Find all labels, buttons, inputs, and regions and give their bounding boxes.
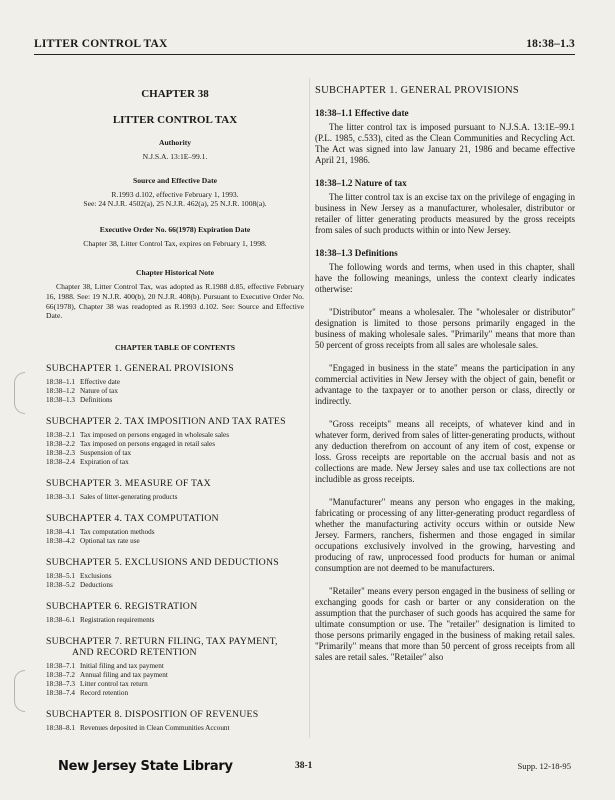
section-1-3-heading: 18:38–1.3 Definitions	[315, 248, 398, 258]
column-gutter	[309, 78, 310, 738]
toc-entry-list	[46, 662, 304, 698]
executive-order-heading: Executive Order No. 66(1978) Expiration Date	[99, 224, 251, 234]
toc-entry	[46, 671, 304, 680]
definition-retailer: "Retailer" means every person engaged in the business of selling or exchanging goods for cash or barter or any consideration on the assumption that the purchaser of such goods has acquired the same for ultimate consumption or use. The "retailer" designation is limited to those persons primarily engaged in the business of making retail sales. "Primarily" means that more than 50 percent of gross receipts from all sales are retail sales. "Retailer" also	[315, 586, 575, 662]
toc-subchapter-title-cont: AND RECORD RETENTION	[72, 646, 197, 658]
section-1-1-heading: 18:38–1.1 Effective date	[315, 108, 409, 118]
toc-entry	[46, 680, 304, 689]
chapter-number: CHAPTER 38	[141, 88, 209, 100]
source-heading: Source and Effective Date	[132, 175, 217, 185]
chapter-title: LITTER CONTROL TAX	[112, 114, 238, 126]
toc-entry-number: 18:38–1.1	[46, 377, 75, 386]
toc-entry-label: Tax imposed on persons engaged in wholesale sales	[80, 430, 229, 439]
executive-order-text: Chapter 38, Litter Control Tax, expires on February 1, 1998.	[83, 238, 267, 248]
toc-entry-label: Tax imposed on persons engaged in retail sales	[80, 439, 216, 448]
toc-entry	[46, 662, 304, 671]
toc-entry-number: 18:38–2.4	[46, 457, 75, 466]
toc-entry-number: 18:38–1.3	[46, 395, 75, 404]
toc-entry-label: Litter control tax return	[80, 679, 148, 688]
page-footer	[58, 757, 571, 775]
toc-entry-label: Revenues deposited in Clean Communities Account	[80, 723, 230, 732]
toc-entry-number: 18:38–7.4	[46, 688, 75, 697]
toc-subchapter-title: SUBCHAPTER 1. GENERAL PROVISIONS	[46, 362, 234, 374]
toc-entry-list	[46, 616, 304, 625]
toc-entry-label: Effective date	[80, 377, 120, 386]
toc-entry-label: Deductions	[80, 580, 113, 589]
running-head-section: 18:38–1.3	[526, 38, 575, 50]
toc-entry-number: 18:38–4.2	[46, 536, 75, 545]
toc-entry-number: 18:38–3.1	[46, 492, 75, 501]
toc-entry	[46, 449, 304, 458]
toc-entry-number: 18:38–2.3	[46, 448, 75, 457]
toc-entry-list	[46, 572, 304, 590]
toc-entry-number: 18:38–1.2	[46, 386, 75, 395]
toc-subchapter-title: SUBCHAPTER 3. MEASURE OF TAX	[46, 477, 211, 489]
toc-entry-number: 18:38–2.1	[46, 430, 75, 439]
toc-entry-label: Optional tax rate use	[80, 536, 140, 545]
historical-note-text: Chapter 38, Litter Control Tax, was adopted as R.1988 d.85, effective February 16, 1988. See: 19 N.J.R. 400(b), 20 N.J.R. 408(b). Pursuant to Executive Order No. 66(1978), Chapter 38 was readopted as R.1993 d.102. See: Source and Effective Date.	[46, 282, 304, 321]
page-number: 38-1	[295, 761, 313, 771]
toc-entry	[46, 431, 304, 440]
right-column	[315, 78, 575, 663]
toc-entry	[46, 493, 304, 502]
toc-entry-number: 18:38–6.1	[46, 615, 75, 624]
toc-entry	[46, 689, 304, 698]
toc-entry-number: 18:38–2.2	[46, 439, 75, 448]
toc-entry	[46, 378, 304, 387]
toc-entry	[46, 387, 304, 396]
toc-entry-list	[46, 724, 304, 733]
toc-subchapter-title: SUBCHAPTER 8. DISPOSITION OF REVENUES	[46, 708, 259, 720]
toc-entry-list	[46, 493, 304, 502]
toc-entry-label: Sales of litter-generating products	[80, 492, 178, 501]
toc-entry	[46, 537, 304, 546]
definition-manufacturer: "Manufacturer" means any person who engages in the making, fabricating or processing of any litter-generating product regardless of whether the manufacturing activity occurs within or outside New Jersey. Farmers, ranchers, fishermen and those engaged in similar occupations exclusively involved in the growing, harvesting and producing of raw, unprocessed food products for human or animal consumption are not deemed to be manufacturers.	[315, 497, 575, 573]
toc-entry-label: Annual filing and tax payment	[80, 670, 168, 679]
toc-subchapter-title: SUBCHAPTER 7. RETURN FILING, TAX PAYMENT,	[46, 635, 278, 647]
toc-entry-list	[46, 378, 304, 405]
running-head	[34, 38, 575, 50]
toc-entry-label: Suspension of tax	[80, 448, 132, 457]
toc-entry-label: Nature of tax	[80, 386, 118, 395]
historical-note-heading: Chapter Historical Note	[136, 268, 214, 278]
library-stamp: New Jersey State Library	[58, 758, 233, 774]
definition-gross-receipts: "Gross receipts" means all receipts, of whatever kind and in whatever form, derived from sales of litter-generating products, without any deduction therefrom on account of any item of cost, expense or loss. Gross receipts are reportable on the accrual basis and not as collections are made. New Jersey sales and use tax collections are not includible as gross receipts.	[315, 419, 575, 484]
toc-heading: CHAPTER TABLE OF CONTENTS	[115, 342, 235, 352]
left-column	[46, 78, 304, 733]
definitions-intro: The following words and terms, when used in this chapter, shall have the following meanings, unless the context clearly indicates otherwise:	[315, 262, 575, 294]
toc-entry-number: 18:38–5.2	[46, 580, 75, 589]
toc-entry-number: 18:38–4.1	[46, 527, 75, 536]
definition-engaged-in-business: "Engaged in business in the state" means the participation in any commercial activities in New Jersey with the object of gain, benefit or advantage to the taxpayer or to another person or class, directly or indirectly.	[315, 363, 575, 406]
toc-entry	[46, 396, 304, 405]
toc-subchapter-title: SUBCHAPTER 5. EXCLUSIONS AND DEDUCTIONS	[46, 556, 279, 568]
toc-entry-list	[46, 431, 304, 467]
source-line-1: R.1993 d.102, effective February 1, 1993.	[111, 189, 239, 199]
binder-hole-mark	[14, 372, 25, 414]
toc-entry	[46, 528, 304, 537]
toc-entry-label: Exclusions	[80, 571, 112, 580]
toc-subchapter-title: SUBCHAPTER 2. TAX IMPOSITION AND TAX RATES	[46, 415, 286, 427]
running-head-title: LITTER CONTROL TAX	[34, 38, 168, 50]
toc-entry-label: Initial filing and tax payment	[80, 661, 164, 670]
toc-entry	[46, 616, 304, 625]
toc-entry	[46, 440, 304, 449]
section-1-1-body: The litter control tax is imposed pursuant to N.J.S.A. 13:1E–99.1 (P.L. 1985, c.533), cited as the Clean Communities and Recycling Act. The Act was signed into law January 21, 1986 and became effective April 21, 1986.	[315, 122, 575, 165]
section-1-2-body: The litter control tax is an excise tax on the privilege of engaging in business in New Jersey as a manufacturer, wholesaler, distributor or retailer of litter generating products measured by the gross receipts from sales of such products within or into New Jersey.	[315, 192, 575, 235]
toc-entry-label: Record retention	[80, 688, 129, 697]
toc-entry-list	[46, 528, 304, 546]
toc-entry-label: Expiration of tax	[80, 457, 129, 466]
toc-entry-number: 18:38–5.1	[46, 571, 75, 580]
authority-text: N.J.S.A. 13:1E–99.1.	[142, 152, 208, 161]
table-of-contents	[46, 363, 304, 733]
subchapter-heading: SUBCHAPTER 1. GENERAL PROVISIONS	[315, 85, 520, 96]
toc-entry	[46, 572, 304, 581]
toc-entry	[46, 724, 304, 733]
header-rule	[34, 54, 575, 55]
toc-entry	[46, 458, 304, 467]
supplement-date: Supp. 12-18-95	[517, 761, 571, 771]
toc-subchapter-title: SUBCHAPTER 4. TAX COMPUTATION	[46, 512, 219, 524]
definition-distributor: "Distributor" means a wholesaler. The "wholesaler or distributor" designation is limited to those persons primarily engaged in the business of making wholesale sales. "Primarily" means that more than 50 percent of gross receipts from all sales are wholesale sales.	[315, 307, 575, 350]
toc-entry-number: 18:38–7.1	[46, 661, 75, 670]
toc-entry-number: 18:38–7.2	[46, 670, 75, 679]
section-1-2-heading: 18:38–1.2 Nature of tax	[315, 178, 407, 188]
toc-entry	[46, 581, 304, 590]
toc-entry-label: Definitions	[80, 395, 113, 404]
toc-entry-number: 18:38–8.1	[46, 723, 75, 732]
toc-entry-label: Tax computation methods	[80, 527, 155, 536]
binder-hole-mark	[14, 670, 25, 712]
authority-heading: Authority	[158, 138, 192, 147]
source-line-2: See: 24 N.J.R. 4502(a), 25 N.J.R. 462(a), 25 N.J.R. 1008(a).	[83, 199, 267, 209]
toc-subchapter-title: SUBCHAPTER 6. REGISTRATION	[46, 600, 198, 612]
toc-entry-number: 18:38–7.3	[46, 679, 75, 688]
toc-entry-label: Registration requirements	[80, 615, 155, 624]
